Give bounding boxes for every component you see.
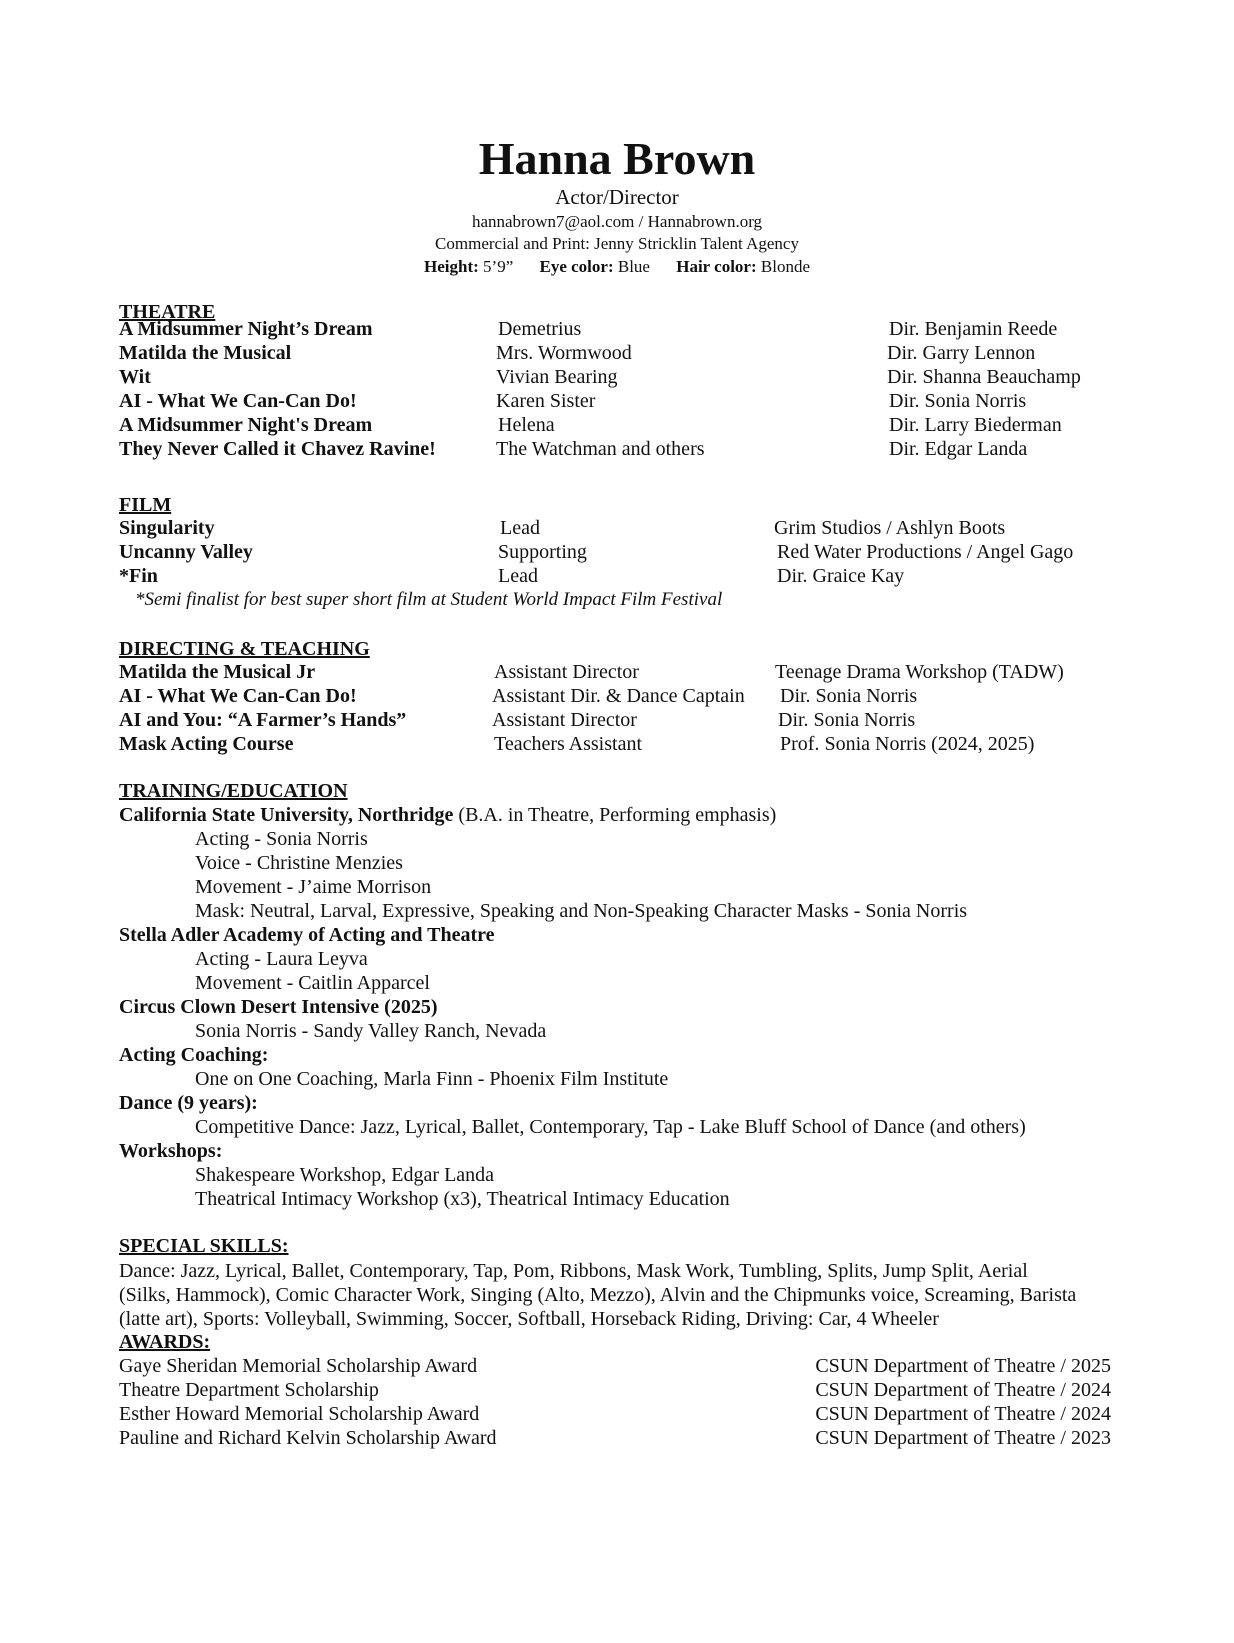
credit-role: Demetrius xyxy=(498,318,582,340)
credit-director: Dir. Edgar Landa xyxy=(889,438,1028,460)
credit-role: Assistant Director xyxy=(494,661,639,683)
film-row xyxy=(0,516,1234,540)
training-item: Acting - Sonia Norris xyxy=(195,828,368,850)
credit-title: Uncanny Valley xyxy=(119,541,253,563)
school-name: California State University, Northridge xyxy=(119,804,454,826)
skills-text: Dance: Jazz, Lyrical, Ballet, Contemporary, Tap, Pom, Ribbons, Mask Work, Tumbling, Splits, Jump Split, Aerial (Silks, Hammock), Comic Character Work, Singing (Alto, Mezzo), Alvin and the Chipmunks voice, Screaming, Barista (latte art), Sports: Volleyball, Swimming, Soccer, Softball, Horseback Riding, Driving: Car, 4 Wheeler xyxy=(119,1260,1077,1330)
physical-stats xyxy=(0,256,1234,278)
training-item: Voice - Christine Menzies xyxy=(195,852,403,874)
film-festival-note: *Semi finalist for best super short film at Student World Impact Film Festival xyxy=(135,589,723,610)
awards-heading: AWARDS: xyxy=(119,1331,211,1353)
credit-role: Assistant Dir. & Dance Captain xyxy=(492,685,745,707)
theatre-row xyxy=(0,413,1234,437)
hair-value: Blonde xyxy=(760,257,810,276)
eye-value: Blue xyxy=(617,257,650,276)
dance-training: Dance (9 years): xyxy=(119,1092,258,1114)
theatre-row xyxy=(0,341,1234,365)
directing-row xyxy=(0,660,1234,684)
training-item: Sonia Norris - Sandy Valley Ranch, Nevada xyxy=(195,1020,547,1042)
credit-production: Dir. Graice Kay xyxy=(777,565,905,587)
workshops: Workshops: xyxy=(119,1140,223,1162)
credit-title: A Midsummer Night’s Dream xyxy=(119,318,373,340)
hair-label: Hair color: xyxy=(676,257,757,276)
credit-title: Mask Acting Course xyxy=(119,733,294,755)
directing-row xyxy=(0,708,1234,732)
film-row xyxy=(0,564,1234,588)
credit-title: Matilda the Musical Jr xyxy=(119,661,316,683)
credit-role: Vivian Bearing xyxy=(496,366,618,388)
credit-role: Karen Sister xyxy=(496,390,596,412)
award-row xyxy=(0,1402,1234,1426)
credit-role: Teachers Assistant xyxy=(494,733,643,755)
credit-title: They Never Called it Chavez Ravine! xyxy=(119,438,436,460)
credit-organization: Teenage Drama Workshop (TADW) xyxy=(775,661,1064,683)
acting-coaching: Acting Coaching: xyxy=(119,1044,269,1066)
directing-heading: DIRECTING & TEACHING xyxy=(119,638,370,660)
theatre-row xyxy=(0,365,1234,389)
award-source: CSUN Department of Theatre / 2023 xyxy=(815,1427,1111,1449)
credit-organization: Dir. Sonia Norris xyxy=(778,709,916,731)
film-row xyxy=(0,540,1234,564)
award-name: Theatre Department Scholarship xyxy=(119,1379,379,1401)
school-stella-adler: Stella Adler Academy of Acting and Theatre xyxy=(119,924,495,946)
credit-role: Lead xyxy=(498,565,538,587)
credit-role: Supporting xyxy=(498,541,587,563)
award-row xyxy=(0,1378,1234,1402)
credit-title: A Midsummer Night's Dream xyxy=(119,414,373,436)
theatre-row xyxy=(0,437,1234,461)
credit-organization: Prof. Sonia Norris (2024, 2025) xyxy=(780,733,1035,755)
skills-heading: SPECIAL SKILLS: xyxy=(119,1235,289,1257)
credit-title: AI - What We Can-Can Do! xyxy=(119,390,357,412)
award-name: Gaye Sheridan Memorial Scholarship Award xyxy=(119,1355,478,1377)
training-item: Theatrical Intimacy Workshop (x3), Theatrical Intimacy Education xyxy=(195,1188,730,1210)
award-source: CSUN Department of Theatre / 2024 xyxy=(815,1403,1111,1425)
credit-role: Assistant Director xyxy=(492,709,637,731)
training-item: Movement - J’aime Morrison xyxy=(195,876,432,898)
training-item: Movement - Caitlin Apparcel xyxy=(195,972,430,994)
theatre-heading: THEATRE xyxy=(119,301,216,323)
directing-row xyxy=(0,684,1234,708)
award-row xyxy=(0,1354,1234,1378)
training-item: One on One Coaching, Marla Finn - Phoenix Film Institute xyxy=(195,1068,669,1090)
award-source: CSUN Department of Theatre / 2024 xyxy=(815,1379,1111,1401)
credit-title: AI and You: “A Farmer’s Hands” xyxy=(119,709,407,731)
credit-role: Lead xyxy=(500,517,540,539)
training-heading: TRAINING/EDUCATION xyxy=(119,780,348,802)
credit-role: Mrs. Wormwood xyxy=(496,342,632,364)
resume-name: Hanna Brown xyxy=(478,133,756,184)
credit-title: *Fin xyxy=(119,565,158,587)
credit-director: Dir. Sonia Norris xyxy=(889,390,1027,412)
resume-title: Actor/Director xyxy=(555,185,679,209)
circus-intensive: Circus Clown Desert Intensive (2025) xyxy=(119,996,438,1018)
credit-director: Dir. Shanna Beauchamp xyxy=(887,366,1081,388)
credit-role: The Watchman and others xyxy=(496,438,705,460)
award-name: Pauline and Richard Kelvin Scholarship Award xyxy=(119,1427,497,1449)
credit-title: Wit xyxy=(119,366,151,388)
directing-row xyxy=(0,732,1234,756)
credit-director: Dir. Benjamin Reede xyxy=(889,318,1058,340)
credit-title: Singularity xyxy=(119,517,215,539)
award-source: CSUN Department of Theatre / 2025 xyxy=(815,1355,1111,1377)
credit-director: Dir. Larry Biederman xyxy=(889,414,1062,436)
credit-director: Dir. Garry Lennon xyxy=(887,342,1036,364)
school-csun xyxy=(119,803,776,827)
eye-label: Eye color: xyxy=(539,257,614,276)
award-row xyxy=(0,1426,1234,1450)
credit-production: Red Water Productions / Angel Gago xyxy=(777,541,1074,563)
height-value: 5’9” xyxy=(483,257,514,276)
training-item: Competitive Dance: Jazz, Lyrical, Ballet, Contemporary, Tap - Lake Bluff School of Dance (and others) xyxy=(195,1116,1026,1138)
award-name: Esther Howard Memorial Scholarship Award xyxy=(119,1403,480,1425)
agency-line: Commercial and Print: Jenny Stricklin Talent Agency xyxy=(435,234,799,253)
theatre-row xyxy=(0,317,1234,341)
contact-line: hannabrown7@aol.com / Hannabrown.org xyxy=(471,212,763,231)
credit-organization: Dir. Sonia Norris xyxy=(780,685,918,707)
training-item: Mask: Neutral, Larval, Expressive, Speaking and Non-Speaking Character Masks - Sonia Norris xyxy=(195,900,968,922)
height-label: Height: xyxy=(424,257,479,276)
training-item: Shakespeare Workshop, Edgar Landa xyxy=(195,1164,495,1186)
theatre-row xyxy=(0,389,1234,413)
credit-title: Matilda the Musical xyxy=(119,342,292,364)
credit-production: Grim Studios / Ashlyn Boots xyxy=(774,517,1006,539)
school-degree: (B.A. in Theatre, Performing emphasis) xyxy=(453,804,777,826)
credit-role: Helena xyxy=(498,414,555,436)
credit-title: AI - What We Can-Can Do! xyxy=(119,685,357,707)
training-item: Acting - Laura Leyva xyxy=(195,948,368,970)
film-heading: FILM xyxy=(119,494,172,516)
